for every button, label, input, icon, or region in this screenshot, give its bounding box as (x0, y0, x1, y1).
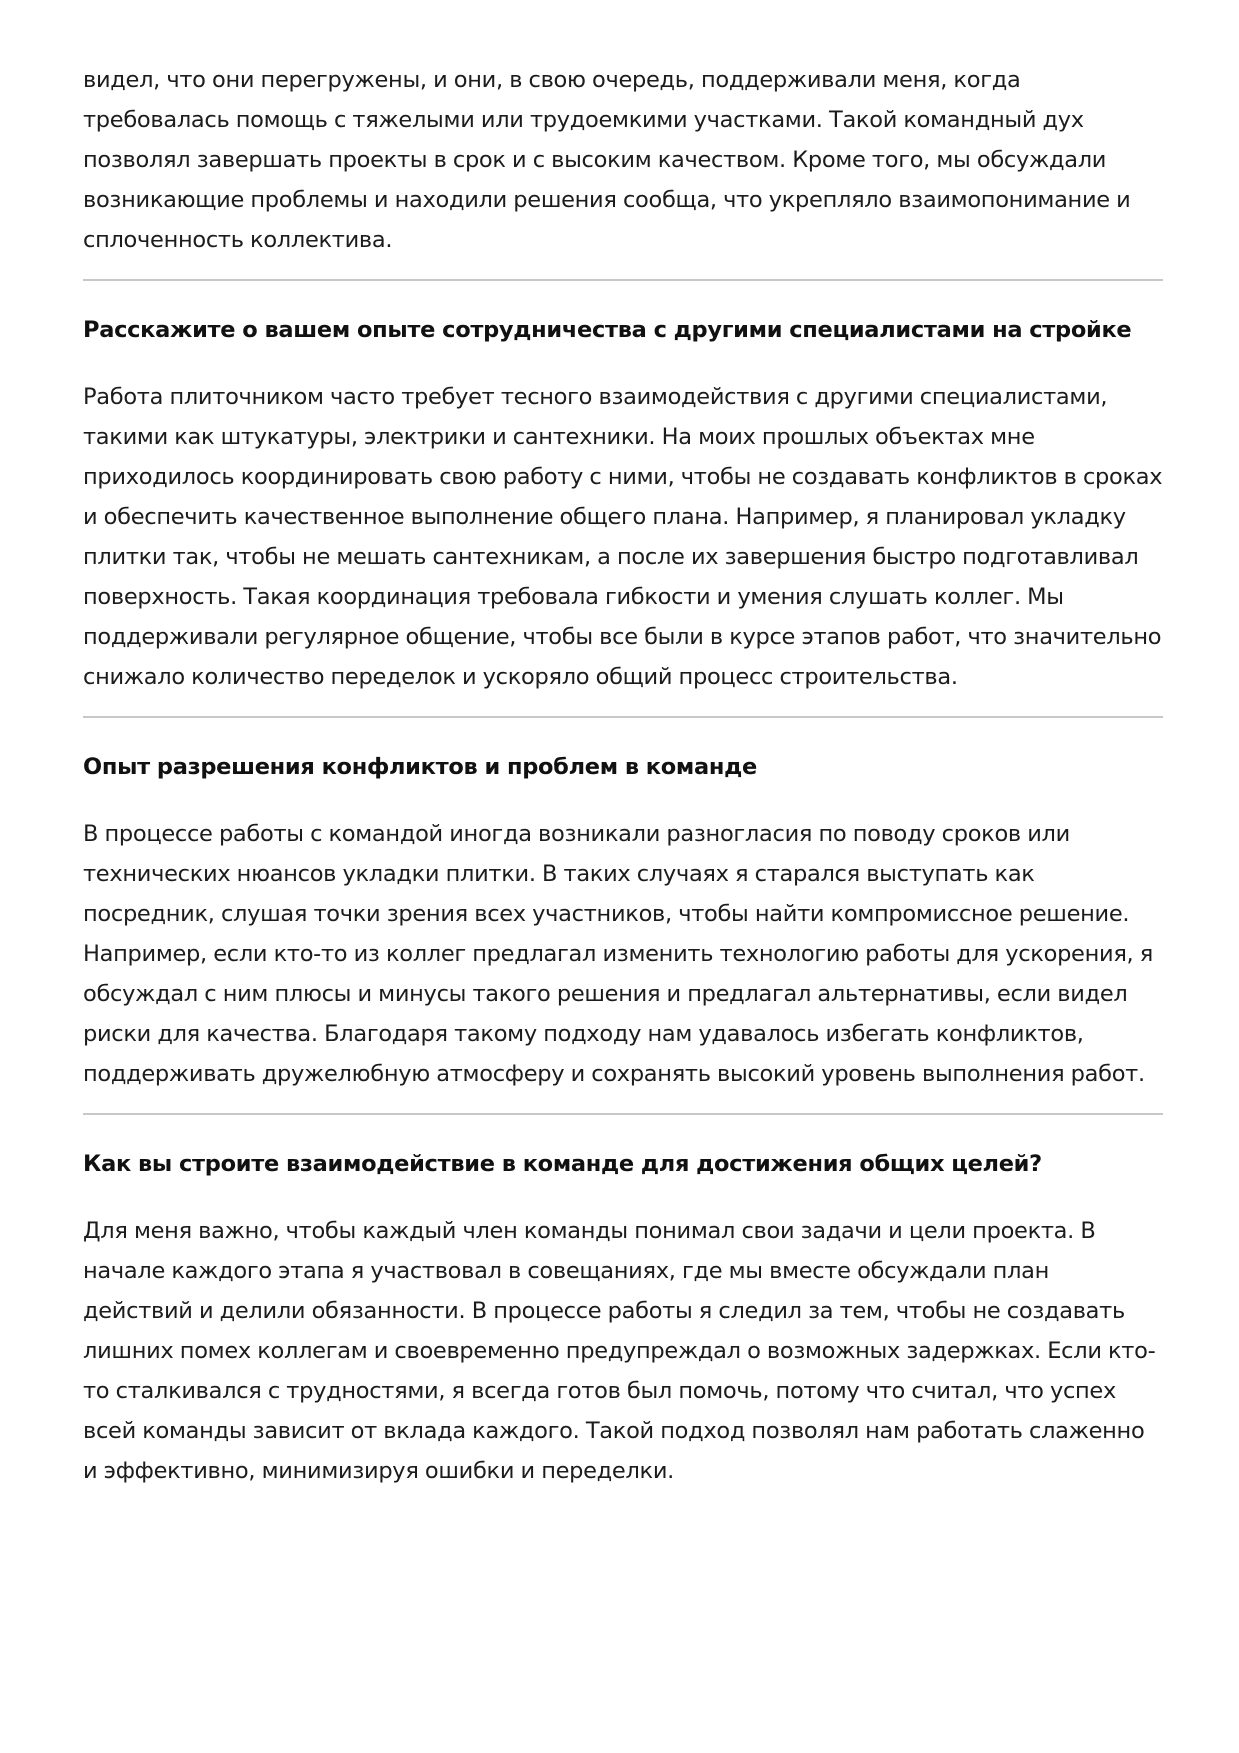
document-page (83, 60, 1163, 1491)
section-heading-teamwork: Как вы строите взаимодействие в команде для достижения общих целей? (83, 1151, 1042, 1177)
section-divider (83, 1113, 1163, 1115)
intro-paragraph: видел, что они перегружены, и они, в свою очередь, поддерживали меня, когда требовалась помощь с тяжелыми или трудоемкими участками. Такой командный дух позволял завершать проекты в срок и с высоким качеством. Кроме того, мы обсуждали возникающие проблемы и находили решения сообща, что укрепляло взаимопонимание и сплоченность коллектива. (83, 67, 1131, 253)
section-body-teamwork: Для меня важно, чтобы каждый член команды понимал свои задачи и цели проекта. В начале каждого этапа я участвовал в совещаниях, где мы вместе обсуждали план действий и делили обязанности. В процессе работы я следил за тем, чтобы не создавать лишних помех коллегам и своевременно предупреждал о возможных задержках. Если кто-то сталкивался с трудностями, я всегда готов был помочь, потому что считал, что успех всей команды зависит от вклада каждого. Такой подход позволял нам работать слаженно и эффективно, минимизируя ошибки и переделки. (83, 1218, 1156, 1484)
section-heading-conflicts: Опыт разрешения конфликтов и проблем в команде (83, 754, 757, 780)
section-divider (83, 279, 1163, 281)
section-divider (83, 716, 1163, 718)
section-heading-collaboration: Расскажите о вашем опыте сотрудничества с другими специалистами на стройке (83, 317, 1132, 343)
section-body-conflicts: В процессе работы с командой иногда возникали разногласия по поводу сроков или технических нюансов укладки плитки. В таких случаях я старался выступать как посредник, слушая точки зрения всех участников, чтобы найти компромиссное решение. Например, если кто-то из коллег предлагал изменить технологию работы для ускорения, я обсуждал с ним плюсы и минусы такого решения и предлагал альтернативы, если видел риски для качества. Благодаря такому подходу нам удавалось избегать конфликтов, поддерживать дружелюбную атмосферу и сохранять высокий уровень выполнения работ. (83, 821, 1153, 1087)
section-body-collaboration: Работа плиточником часто требует тесного взаимодействия с другими специалистами, такими как штукатуры, электрики и сантехники. На моих прошлых объектах мне приходилось координировать свою работу с ними, чтобы не создавать конфликтов в сроках и обеспечить качественное выполнение общего плана. Например, я планировал укладку плитки так, чтобы не мешать сантехникам, а после их завершения быстро подготавливал поверхность. Такая координация требовала гибкости и умения слушать коллег. Мы поддерживали регулярное общение, чтобы все были в курсе этапов работ, что значительно снижало количество переделок и ускоряло общий процесс строительства. (83, 384, 1163, 690)
